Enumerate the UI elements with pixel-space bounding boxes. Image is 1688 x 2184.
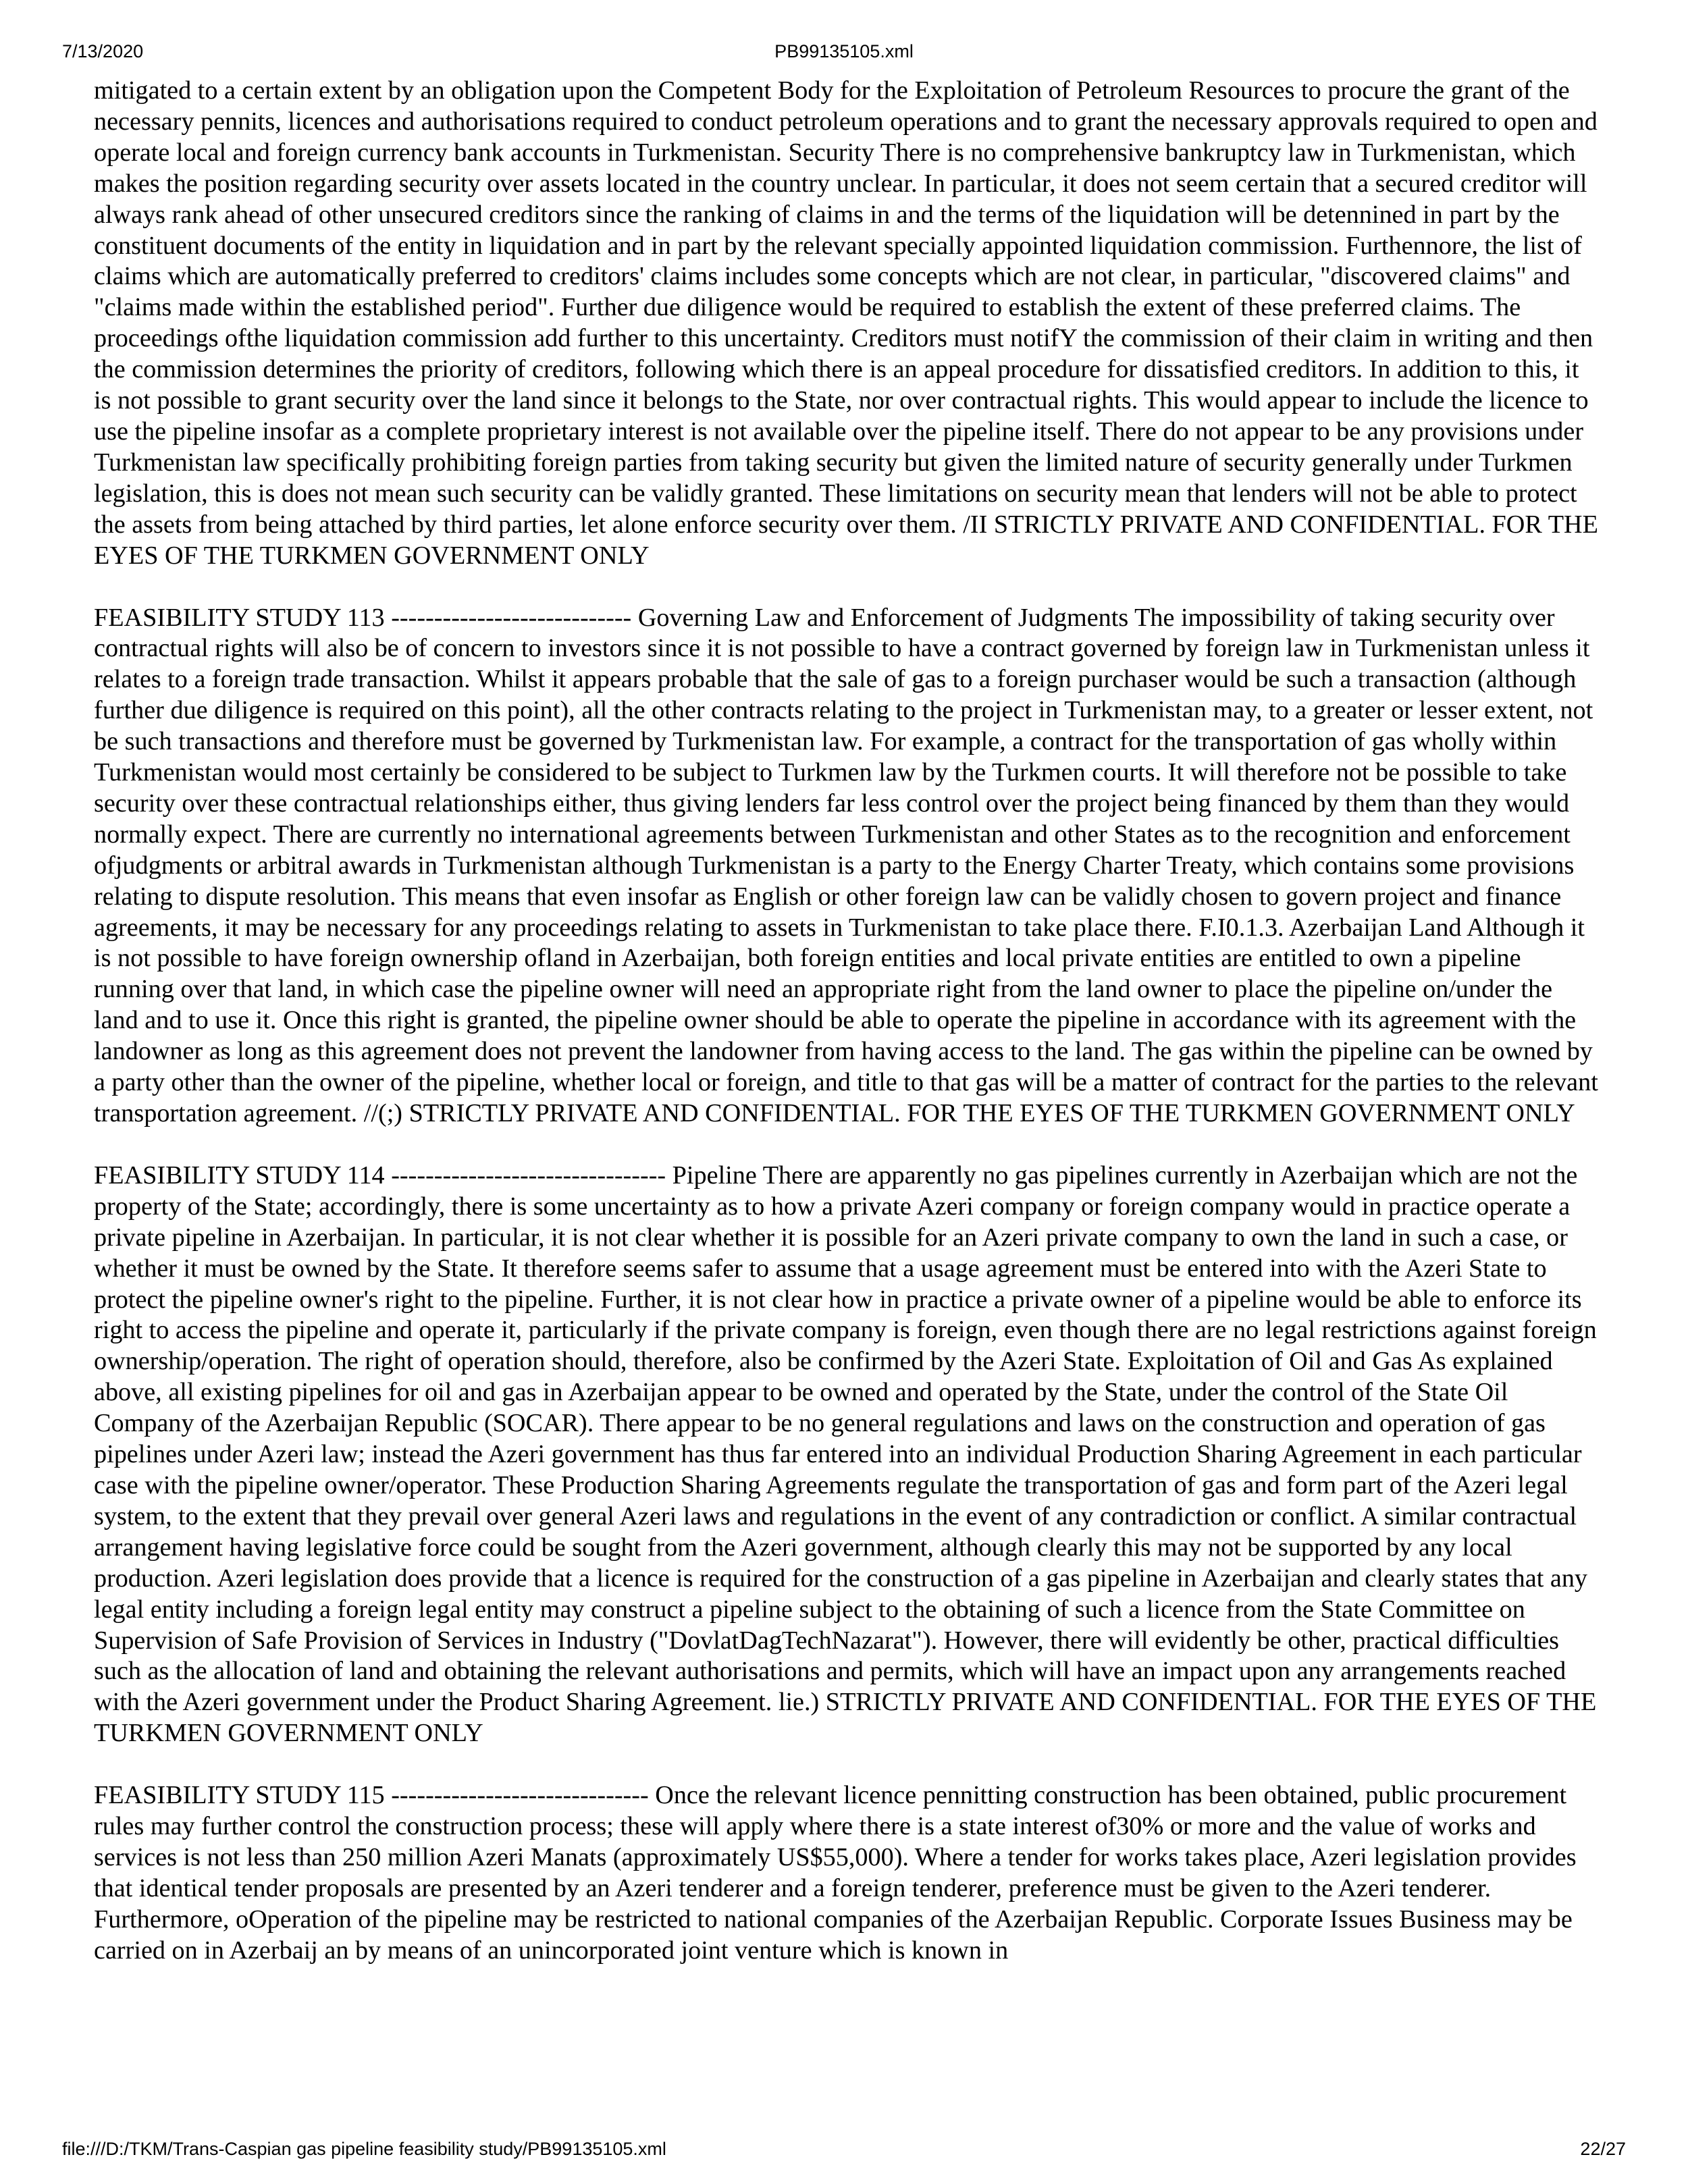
print-date: 7/13/2020 — [62, 41, 144, 61]
document-title: PB99135105.xml — [774, 41, 914, 61]
page-number: 22/27 — [1580, 2139, 1626, 2159]
body-paragraph: FEASIBILITY STUDY 113 ---------------------------- Governing Law and Enforcement of Judgments The impossibility of taking security over contractual rights will also be of concern to investors since it is not possible to have a contract governed by foreign law in Turkmenistan unless it relates to a foreign trade transaction. Whilst it appears probable that the sale of gas to a foreign purchaser would be such a transaction (although further due diligence is required on this point), all the other contracts relating to the project in Turkmenistan may, to a greater or lesser extent, not be such transactions and therefore must be governed by Turkmenistan law. For example, a contract for the transportation of gas wholly within Turkmenistan would most certainly be considered to be subject to Turkmen law by the Turkmen courts. It will therefore not be possible to take security over these contractual relationships either, thus giving lenders far less control over the project being financed by them than they would normally expect. There are currently no international agreements between Turkmenistan and other States as to the recognition and enforcement ofjudgments or arbitral awards in Turkmenistan although Turkmenistan is a party to the Energy Charter Treaty, which contains some provisions relating to dispute resolution. This means that even insofar as English or other foreign law can be validly chosen to govern project and finance agreements, it may be necessary for any proceedings relating to assets in Turkmenistan to take place there. F.I0.1.3. Azerbaijan Land Although it is not possible to have foreign ownership ofland in Azerbaijan, both foreign entities and local private entities are entitled to own a pipeline running over that land, in which case the pipeline owner will need an appropriate right from the land owner to place the pipeline on/under the land and to use it. Once this right is granted, the pipeline owner should be able to operate the pipeline in accordance with its agreement with the landowner as long as this agreement does not prevent the landowner from having access to the land. The gas within the pipeline can be owned by a party other than the owner of the pipeline, whether local or foreign, and title to that gas will be a matter of contract for the parties to the relevant transportation agreement. //(;) STRICTLY PRIVATE AND CONFIDENTIAL. FOR THE EYES OF THE TURKMEN GOVERNMENT ONLY — [94, 603, 1598, 1127]
body-paragraph: mitigated to a certain extent by an obligation upon the Competent Body for the Exploitation of Petroleum Resources to procure the grant of the necessary pennits, licences and authorisations required to conduct petroleum operations and to grant the necessary approvals required to open and operate local and foreign currency bank accounts in Turkmenistan. Security There is no comprehensive bankruptcy law in Turkmenistan, which makes the position regarding security over assets located in the country unclear. In particular, it does not seem certain that a secured creditor will always rank ahead of other unsecured creditors since the ranking of claims in and the terms of the liquidation will be detennined in part by the constituent documents of the entity in liquidation and in part by the relevant specially appointed liquidation commission. Furthennore, the list of claims which are automatically preferred to creditors' claims includes some concepts which are not clear, in particular, "discovered claims" and "claims made within the established period". Further due diligence would be required to establish the extent of these preferred claims. The proceedings ofthe liquidation commission add further to this uncertainty. Creditors must notifY the commission of their claim in writing and then the commission determines the priority of creditors, following which there is an appeal procedure for dissatisfied creditors. In addition to this, it is not possible to grant security over the land since it belongs to the State, nor over contractual rights. This would appear to include the licence to use the pipeline insofar as a complete proprietary interest is not available over the pipeline itself. There do not appear to be any provisions under Turkmenistan law specifically prohibiting foreign parties from taking security but given the limited nature of security generally under Turkmen legislation, this is does not mean such security can be validly granted. These limitations on security mean that lenders will not be able to protect the assets from being attached by third parties, let alone enforce security over them. /II STRICTLY PRIVATE AND CONFIDENTIAL. FOR THE EYES OF THE TURKMEN GOVERNMENT ONLY — [94, 76, 1598, 570]
document-body — [94, 76, 1600, 1998]
body-paragraph: FEASIBILITY STUDY 114 -------------------------------- Pipeline There are apparently no gas pipelines currently in Azerbaijan which are not the property of the State; accordingly, there is some uncertainty as to how a private Azeri company or foreign company would in practice operate a private pipeline in Azerbaijan. In particular, it is not clear whether it is possible for an Azeri private company to own the land in such a case, or whether it must be owned by the State. It therefore seems safer to assume that a usage agreement must be entered into with the Azeri State to protect the pipeline owner's right to the pipeline. Further, it is not clear how in practice a private owner of a pipeline would be able to enforce its right to access the pipeline and operate it, particularly if the private company is foreign, even though there are no legal restrictions against foreign ownership/operation. The right of operation should, therefore, also be confirmed by the Azeri State. Exploitation of Oil and Gas As explained above, all existing pipelines for oil and gas in Azerbaijan appear to be owned and operated by the State, under the control of the State Oil Company of the Azerbaijan Republic (SOCAR). There appear to be no general regulations and laws on the construction and operation of gas pipelines under Azeri law; instead the Azeri government has thus far entered into an individual Production Sharing Agreement in each particular case with the pipeline owner/operator. These Production Sharing Agreements regulate the transportation of gas and form part of the Azeri legal system, to the extent that they prevail over general Azeri laws and regulations in the event of any contradiction or conflict. A similar contractual arrangement having legislative force could be sought from the Azeri government, although clearly this may not be supported by any local production. Azeri legislation does provide that a licence is required for the construction of a gas pipeline in Azerbaijan and clearly states that any legal entity including a foreign legal entity may construct a pipeline subject to the obtaining of such a licence from the State Committee on Supervision of Safe Provision of Services in Industry ("DovlatDagTechNazarat"). However, there will evidently be other, practical difficulties such as the allocation of land and obtaining the relevant authorisations and permits, which will have an impact upon any arrangements reached with the Azeri government under the Product Sharing Agreement. lie.) STRICTLY PRIVATE AND CONFIDENTIAL. FOR THE EYES OF THE TURKMEN GOVERNMENT ONLY — [94, 1161, 1597, 1748]
body-paragraph: FEASIBILITY STUDY 115 ------------------------------ Once the relevant licence pennitting construction has been obtained, public procurement rules may further control the construction process; these will apply where there is a state interest of30% or more and the value of works and services is not less than 250 million Azeri Manats (approximately US$55,000). Where a tender for works takes place, Azeri legislation provides that identical tender proposals are presented by an Azeri tenderer and a foreign tenderer, preference must be given to the Azeri tenderer. Furthermore, oOperation of the pipeline may be restricted to national companies of the Azerbaijan Republic. Corporate Issues Business may be carried on in Azerbaij an by means of an unincorporated joint venture which is known in — [94, 1781, 1577, 1965]
file-path: file:///D:/TKM/Trans-Caspian gas pipeline feasibility study/PB99135105.xml — [62, 2139, 666, 2159]
